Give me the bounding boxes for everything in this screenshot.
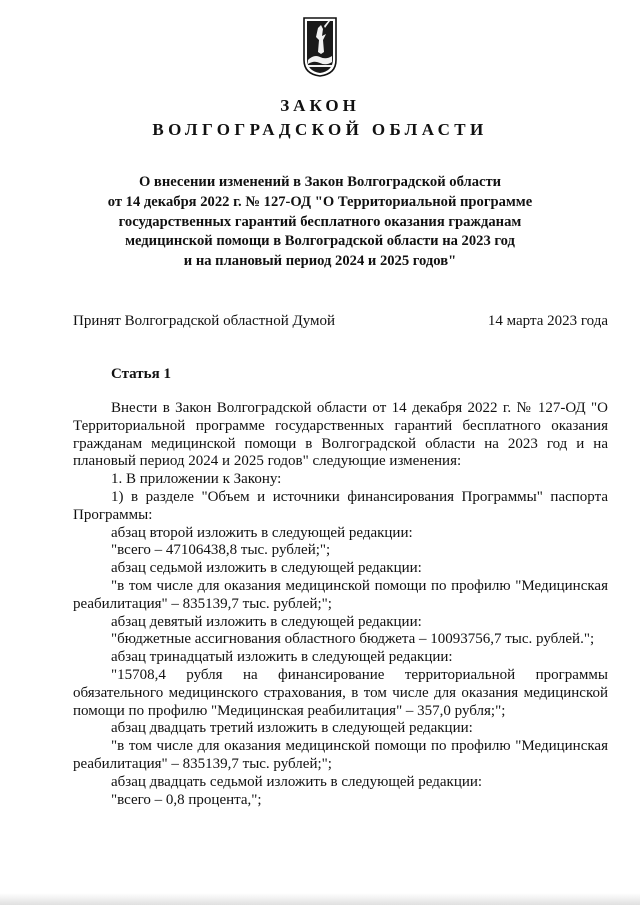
subject-line: от 14 декабря 2022 г. № 127-ОД "О Территориальной программе	[107, 193, 533, 210]
paragraph: абзац двадцать третий изложить в следующей редакции:	[111, 720, 473, 737]
paragraph: "в том числе для оказания медицинской помощи по профилю "Медицинская реабилитация" – 835139,7 тыс. рублей;";	[73, 577, 608, 612]
adopted-by: Принят Волгоградской областной Думой	[73, 313, 336, 329]
article-heading: Статья 1	[111, 366, 171, 382]
volgograd-coat-of-arms-icon	[302, 16, 338, 78]
paragraph: абзац тринадцатый изложить в следующей редакции:	[111, 649, 453, 666]
paragraph: "15708,4 рубля на финансирование территориальной программы обязательного медицинского страхования, в том числе для оказания медицинской помощи по профилю "Медицинская реабилитация" – 357,0 рубля;";	[73, 666, 608, 719]
paragraph: "всего – 0,8 процента,";	[111, 791, 262, 808]
law-subject	[60, 173, 580, 272]
subject-line: и на плановый период 2024 и 2025 годов"	[183, 253, 457, 270]
adoption-date: 14 марта 2023 года	[487, 313, 608, 329]
region-title: ВОЛГОГРАДСКОЙ ОБЛАСТИ	[152, 120, 488, 139]
paragraph: 1) в разделе "Объем и источники финансирования Программы" паспорта Программы:	[73, 488, 608, 523]
paragraph: абзац двадцать седьмой изложить в следующей редакции:	[111, 773, 483, 790]
subject-line: государственных гарантий бесплатного оказания гражданам	[118, 213, 522, 230]
subject-line: медицинской помощи в Волгоградской области на 2023 год	[125, 233, 515, 250]
subject-line: О внесении изменений в Закон Волгоградской области	[138, 174, 502, 190]
paragraph: "бюджетные ассигнования областного бюджета – 10093756,7 тыс. рублей.";	[111, 631, 595, 648]
article-body	[73, 400, 608, 809]
paragraph: "всего – 47106438,8 тыс. рублей;";	[111, 542, 331, 559]
paragraph: Внести в Закон Волгоградской области от 14 декабря 2022 г. № 127-ОД "О Территориальной программе государственных гарантий бесплатного оказания гражданам медицинской помощи в Волгоградской области на 2023 год и на плановый период 2024 и 2025 годов" следующие изменения:	[73, 400, 608, 470]
paragraph: абзац второй изложить в следующей редакции:	[111, 524, 413, 541]
law-title: ЗАКОН	[280, 96, 360, 115]
page-bottom-edge	[0, 893, 640, 905]
paragraph: абзац седьмой изложить в следующей редакции:	[111, 560, 422, 577]
paragraph: 1. В приложении к Закону:	[111, 471, 282, 488]
paragraph: "в том числе для оказания медицинской помощи по профилю "Медицинская реабилитация" – 835139,7 тыс. рублей;";	[73, 738, 608, 772]
paragraph: абзац девятый изложить в следующей редакции:	[111, 613, 422, 630]
